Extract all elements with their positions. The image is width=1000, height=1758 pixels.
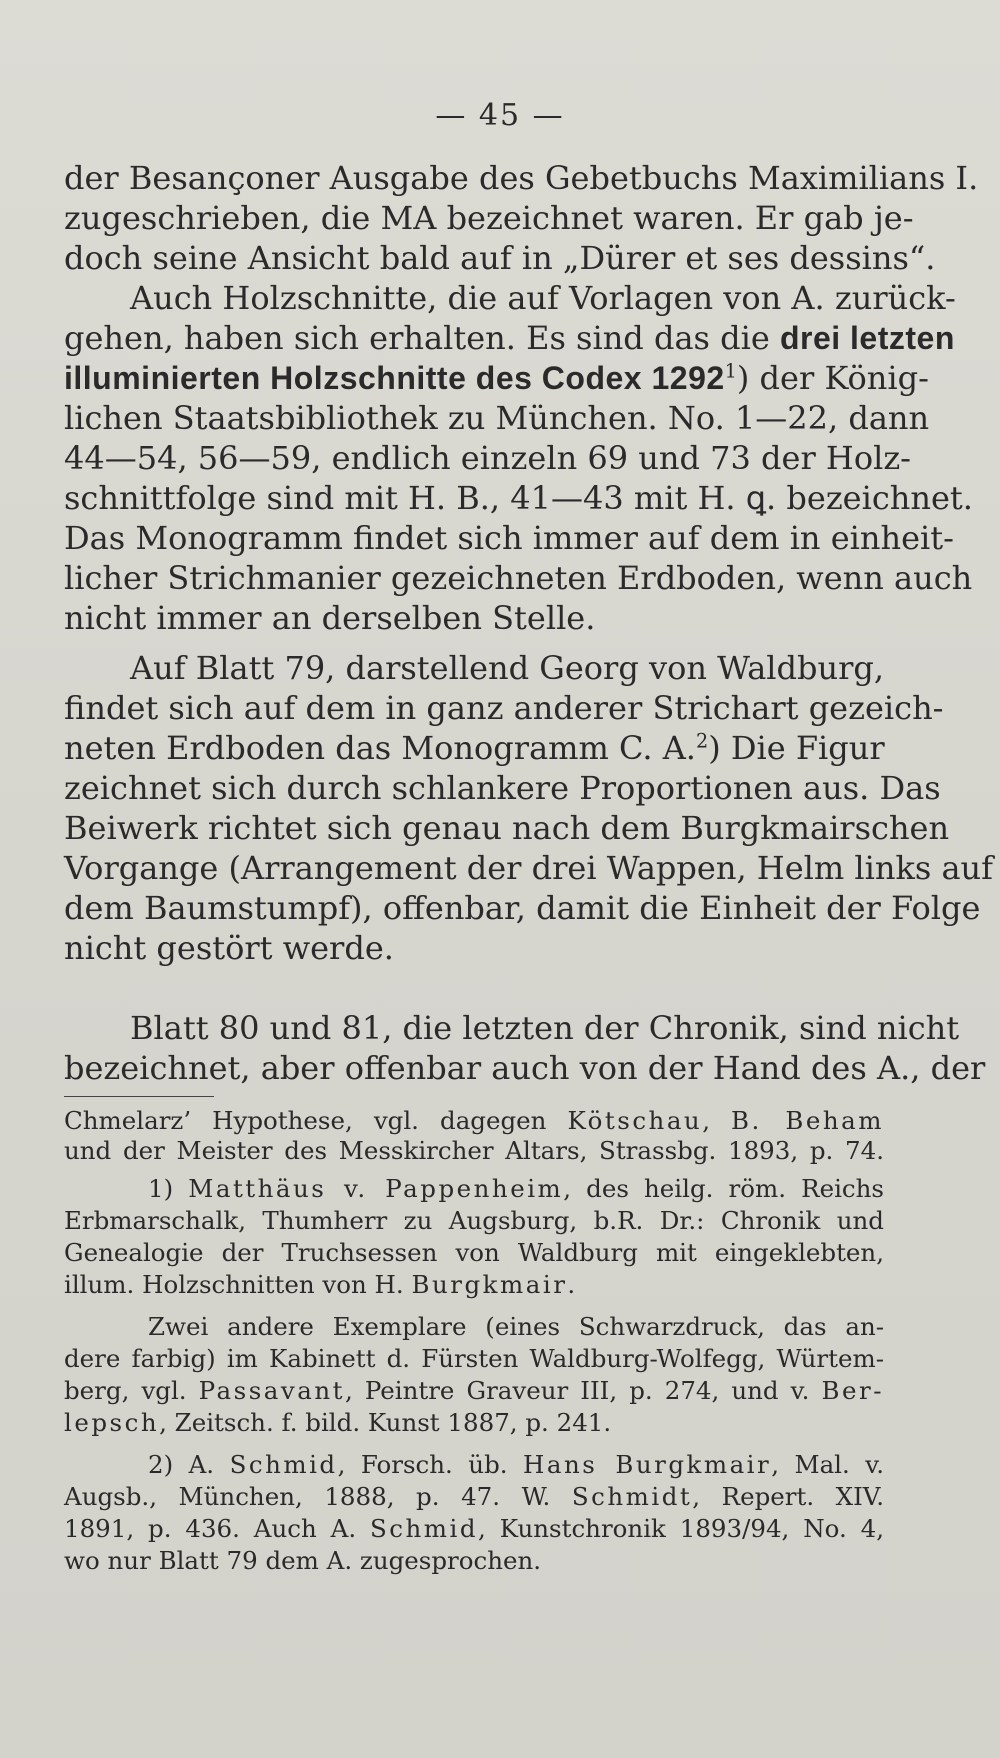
footnote-line: Genealogie der Truchsessen von Waldburg mit eingeklebten, [64, 1238, 884, 1267]
body-line: schnittfolge sind mit H. B., 41—43 mit H. ꝗ. bezeichnet. [64, 479, 973, 517]
body-line: Blatt 80 und 81, die letzten der Chronik, sind nicht [130, 1009, 960, 1047]
bold-text: drei letzten [779, 320, 955, 356]
author-name: Hans Burgkmair [523, 1450, 772, 1479]
footnote-line [64, 1408, 884, 1438]
body-line [64, 318, 955, 358]
text-run: , Forsch. üb. [337, 1450, 524, 1479]
text-run: 2) A. [148, 1450, 230, 1479]
footnote-line [64, 1106, 884, 1136]
body-line: zugeschrieben, die MA bezeichnet waren. Er gab je- [64, 199, 914, 237]
text-run: . [567, 1270, 576, 1299]
body-line: Auf Blatt 79, darstellend Georg von Waldburg, [130, 649, 885, 687]
footnote-line [64, 1270, 884, 1300]
footnote-line: Zwei andere Exemplare (eines Schwarzdruck, das an- [148, 1312, 884, 1341]
author-name: Matthäus v. Pappenheim [188, 1174, 564, 1203]
body-line [64, 728, 884, 768]
text-run: 1) [148, 1174, 189, 1203]
author-name: Burgkmair [411, 1270, 568, 1299]
body-line: licher Strichmanier gezeichneten Erdboden, wenn auch [64, 559, 973, 597]
body-line: Vorgange (Arrangement der drei Wappen, Helm links auf [64, 849, 993, 887]
footnote-line [148, 1450, 884, 1480]
author-name: Schmid [370, 1514, 479, 1543]
body-line: 44—54, 56—59, endlich einzeln 69 und 73 der Holz- [64, 439, 911, 477]
footnote-line: und der Meister des Messkircher Altars, Strassbg. 1893, p. 74. [64, 1136, 884, 1165]
text-run: ) der König- [736, 359, 929, 397]
body-line: der Besançoner Ausgabe des Gebetbuchs Maximilians I. [64, 159, 979, 197]
body-line: nicht immer an derselben Stelle. [64, 599, 596, 637]
footnote-line: dere farbig) im Kabinett d. Fürsten Waldburg-Wolfegg, Würtem- [64, 1344, 884, 1373]
bold-text: illuminierten Holzschnitte des Codex 1292 [64, 360, 725, 396]
text-run: , Kunstchronik 1893/94, No. 4, [478, 1514, 884, 1543]
text-run: gehen, haben sich erhalten. Es sind das die [64, 319, 770, 357]
text-run: neten Erdboden das Monogramm C. A. [64, 729, 696, 767]
body-line: Beiwerk richtet sich genau nach dem Burgkmairschen [64, 809, 950, 847]
author-name: lepsch [64, 1408, 160, 1437]
text-run: , Mal. v. [771, 1450, 884, 1479]
text-run: , Peintre Graveur III, p. 274, und v. [345, 1376, 822, 1405]
text-run: 1891, p. 436. Auch A. [64, 1514, 370, 1543]
author-name: Schmidt [571, 1482, 693, 1511]
body-line: findet sich auf dem in ganz anderer Strichart gezeich- [64, 689, 944, 727]
footnote-marker: 1 [724, 359, 737, 383]
footnote-line: Erbmarschalk, Thumherr zu Augsburg, b.R. Dr.: Chronik und [64, 1206, 884, 1235]
footnote-line [148, 1174, 884, 1204]
body-line [64, 358, 929, 398]
author-name: Passavant [198, 1376, 345, 1405]
author-name: Kötschau [567, 1106, 703, 1135]
body-line: Auch Holzschnitte, die auf Vorlagen von A. zurück- [130, 279, 956, 317]
body-line: Das Monogramm findet sich immer auf dem in einheit- [64, 519, 954, 557]
text-run: Chmelarz’ Hypothese, vgl. dagegen [64, 1106, 568, 1135]
body-line: dem Baumstumpf), offenbar, damit die Einheit der Folge [64, 889, 981, 927]
author-name: Schmid [229, 1450, 338, 1479]
page-number: — 45 — [435, 98, 565, 133]
body-line: doch seine Ansicht bald auf in „Dürer et ses dessins“. [64, 239, 936, 277]
body-line: zeichnet sich durch schlankere Proportionen aus. Das [64, 769, 941, 807]
text-run: Augsb., München, 1888, p. 47. W. [64, 1482, 572, 1511]
text-run: berg, vgl. [64, 1376, 199, 1405]
body-line: nicht gestört werde. [64, 929, 394, 967]
footnote-line: wo nur Blatt 79 dem A. zugesprochen. [64, 1546, 542, 1575]
text-run: , Repert. XIV. [692, 1482, 885, 1511]
footnote-line [64, 1376, 884, 1406]
text-run: , [702, 1106, 732, 1135]
author-name: B. Beham [731, 1106, 885, 1135]
footnote-line [64, 1514, 884, 1544]
text-run: ) Die Figur [708, 729, 885, 767]
footnote-line [64, 1482, 884, 1512]
footnote-marker: 2 [695, 729, 709, 753]
footnote-divider [64, 1096, 214, 1097]
body-line: bezeichnet, aber offenbar auch von der Hand des A., der [64, 1049, 986, 1087]
text-run: , Zeitsch. f. bild. Kunst 1887, p. 241. [159, 1408, 612, 1437]
text-run: , des heilg. röm. Reichs [563, 1174, 884, 1203]
author-name: Ber- [821, 1376, 884, 1405]
body-line: lichen Staatsbibliothek zu München. No. 1—22, dann [64, 399, 930, 437]
text-run: illum. Holzschnitten von H. [64, 1270, 412, 1299]
